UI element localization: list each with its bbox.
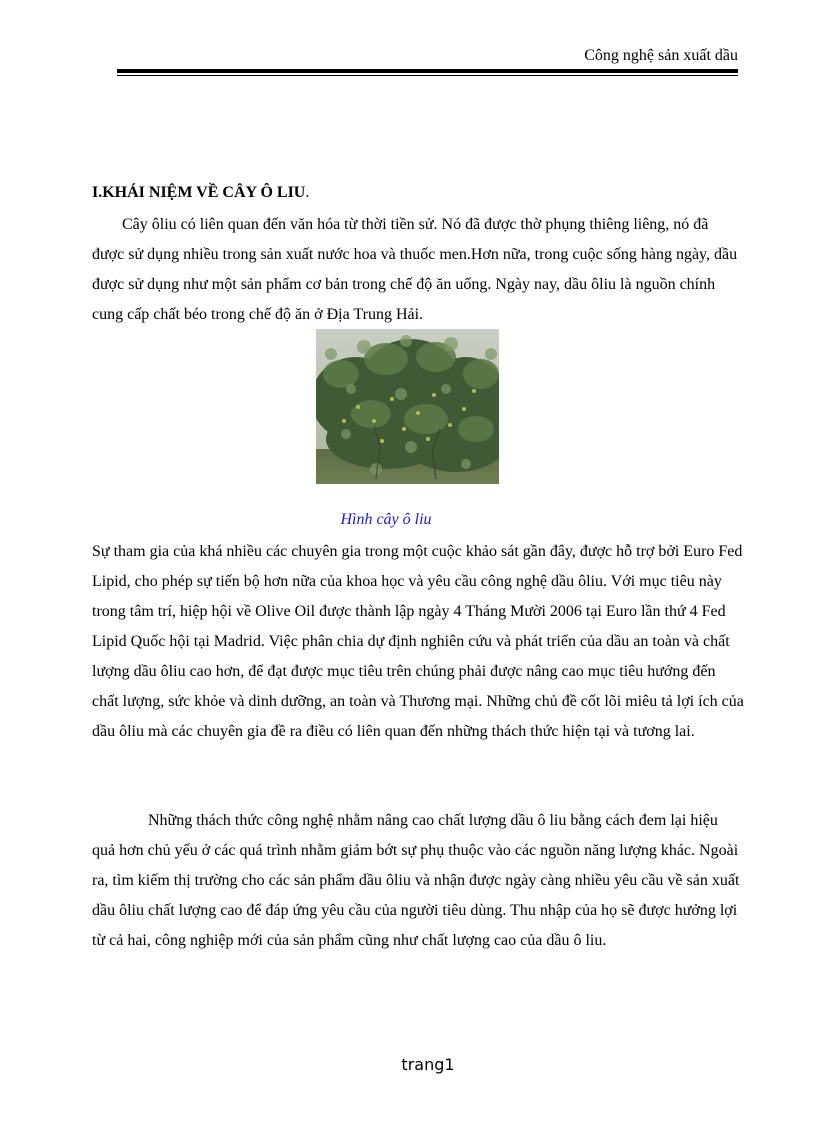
page-number: trang1 — [401, 1055, 455, 1074]
paragraph-intro: Cây ôliu có liên quan đến văn hóa từ thời tiền sử. Nó đã được thờ phụng thiêng liêng, nó đã được sử dụng nhiều trong sản xuất nước hoa và thuốc men.Hơn nữa, trong cuộc sống hàng ngày, dầu được sử dụng như một sản phẩm cơ bản trong chế độ ăn uống. Ngày nay, dầu ôliu là nguồn chính cung cấp chất béo trong chế độ ăn ở Địa Trung Hải. — [92, 216, 738, 323]
paragraph-challenges: Những thách thức công nghệ nhằm nâng cao chất lượng dầu ô liu bằng cách đem lại hiệu quả hơn chủ yếu ở các quá trình nhằm giảm bớt sự phụ thuộc vào các nguồn năng lượng khác. Ngoài ra, tìm kiếm thị trường cho các sản phẩm dầu ôliu và nhận được ngày càng nhiều yêu cầu về sản xuất dầu ôliu chất lượng cao để đáp ứng yêu cầu của người tiêu dùng. Thu nhập của họ sẽ được hưởng lợi từ cả hai, công nghiệp mới của sản phẩm cũng như chất lượng cao của dầu ô liu. — [92, 812, 740, 949]
section-heading-suffix: . — [305, 184, 310, 201]
paragraph-survey: Sự tham gia của khá nhiều các chuyên gia trong một cuộc khảo sát gần đây, được hỗ trợ bởi Euro Fed Lipid, cho phép sự tiến bộ hơn nữa của khoa học và yêu cầu công nghệ dầu ôliu. Với mục tiêu này trong tâm trí, hiệp hội về Olive Oil được thành lập ngày 4 Tháng Mười 2006 tại Euro lần thứ 4 Fed Lipid Quốc hội tại Madrid. Việc phân chia dự định nghiên cứu và phát triển của dầu an toàn và chất lượng dầu ôliu cao hơn, để đạt được mục tiêu trên chúng phải được nâng cao mục tiêu hướng đến chất lượng, sức khỏe và dinh dưỡng, an toàn và Thương mại. Những chủ đề cốt lõi miêu tả lợi ích của dầu ôliu mà các chuyên gia đề ra điều có liên quan đến những thách thức hiện tại và tương lai. — [92, 543, 744, 740]
figure-caption: Hình cây ô liu — [340, 511, 432, 528]
header-rule — [117, 69, 738, 73]
section-heading-text: I.KHÁI NIỆM VỀ CÂY Ô LIU — [92, 184, 306, 201]
olive-tree-photo — [316, 329, 499, 484]
section-heading — [92, 184, 309, 202]
page-header-title: Công nghệ sản xuất dầu — [584, 47, 738, 64]
header-rule-thin — [117, 75, 738, 76]
